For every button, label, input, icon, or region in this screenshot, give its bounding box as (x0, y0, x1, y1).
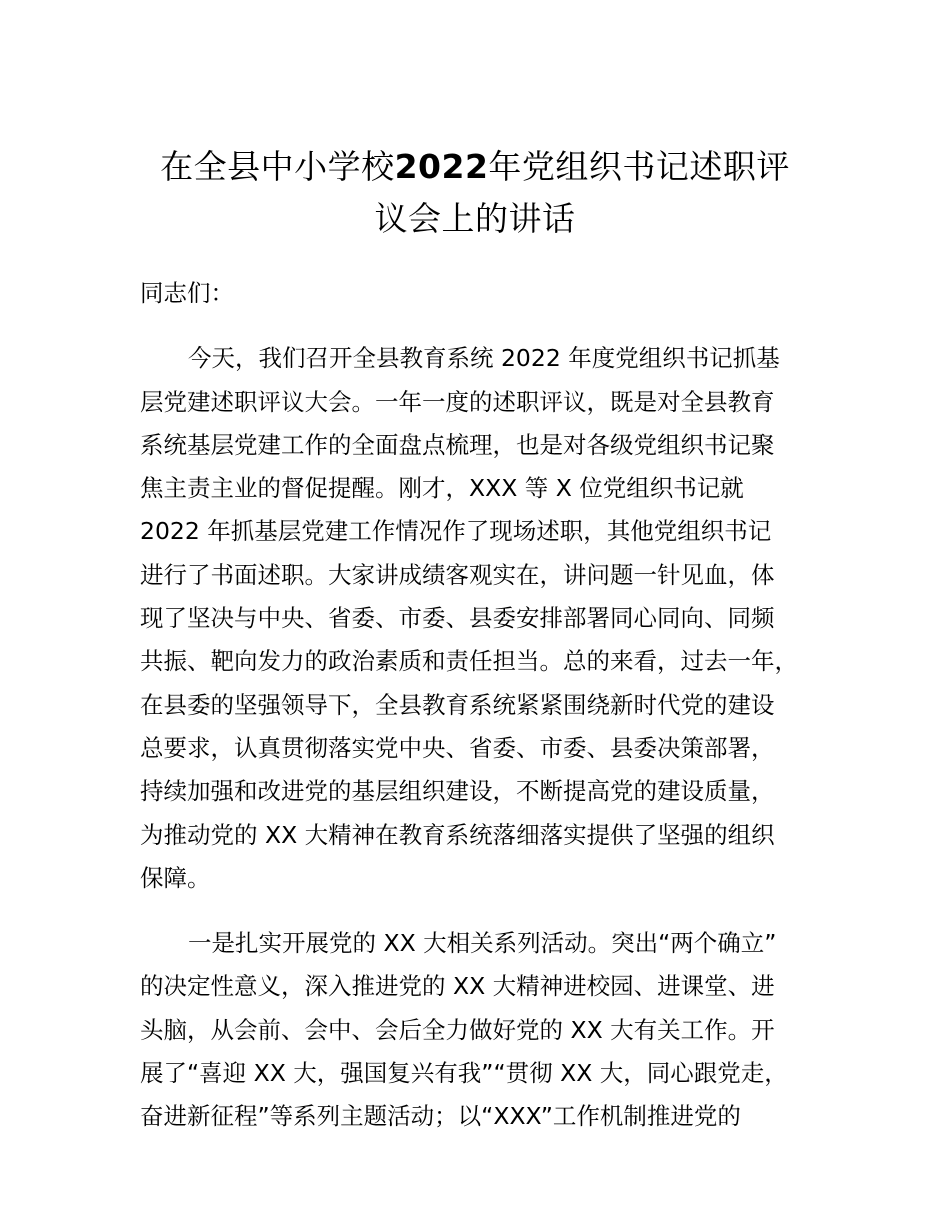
paragraph-line: 总要求，认真贯彻落实党中央、省委、市委、县委决策部署， (140, 733, 775, 762)
title-line-1 (100, 141, 850, 193)
paragraph-line: 系统基层党建工作的全面盘点梳理，也是对各级党组织书记聚 (140, 430, 775, 459)
paragraph-line: 为推动党的 XX 大精神在教育系统落细落实提供了坚强的组织 (140, 820, 775, 849)
paragraph-line: 的决定性意义，深入推进党的 XX 大精神进校园、进课堂、进 (140, 972, 775, 1001)
title-year: 2022 (394, 147, 489, 186)
paragraph-1 (140, 337, 840, 900)
paragraph-line: 层党建述职评议大会。一年一度的述职评议，既是对全县教育 (140, 387, 775, 416)
paragraph-line: 共振、靶向发力的政治素质和责任担当。总的来看，过去一年， (140, 647, 798, 676)
paragraph-line: 焦主责主业的督促提醒。刚才，XXX 等 X 位党组织书记就 (140, 474, 744, 503)
paragraph-line: 保障。 (140, 863, 211, 892)
paragraph-line: 展了“喜迎 XX 大，强国复兴有我”“贯彻 XX 大，同心跟党走， (140, 1059, 788, 1088)
document-body (140, 272, 840, 1161)
paragraph-line: 在县委的坚强领导下，全县教育系统紧紧围绕新时代党的建设 (140, 690, 775, 719)
salutation: 同志们： (140, 279, 234, 307)
paragraph-line: 持续加强和改进党的基层组织建设，不断提高党的建设质量， (140, 777, 775, 806)
paragraph-line: 今天，我们召开全县教育系统 2022 年度党组织书记抓基 (188, 344, 780, 373)
paragraph-2 (140, 922, 840, 1138)
paragraph-line: 一是扎实开展党的 XX 大相关系列活动。突出“两个确立” (188, 929, 777, 958)
paragraph-line: 奋进新征程”等系列主题活动；以“XXX”工作机制推进党的 (140, 1102, 741, 1131)
title-line-2: 议会上的讲话 (374, 199, 576, 238)
paragraph-line: 头脑，从会前、会中、会后全力做好党的 XX 大有关工作。开 (140, 1015, 775, 1044)
document-title (100, 141, 850, 245)
paragraph-line: 进行了书面述职。大家讲成绩客观实在，讲问题一针见血，体 (140, 560, 775, 589)
title-prefix: 在全县中小学校 (160, 147, 395, 186)
paragraph-line: 现了坚决与中央、省委、市委、县委安排部署同心同向、同频 (140, 604, 775, 633)
paragraph-line: 2022 年抓基层党建工作情况作了现场述职，其他党组织书记 (140, 517, 772, 546)
title-suffix: 年党组织书记述职评 (488, 147, 790, 186)
